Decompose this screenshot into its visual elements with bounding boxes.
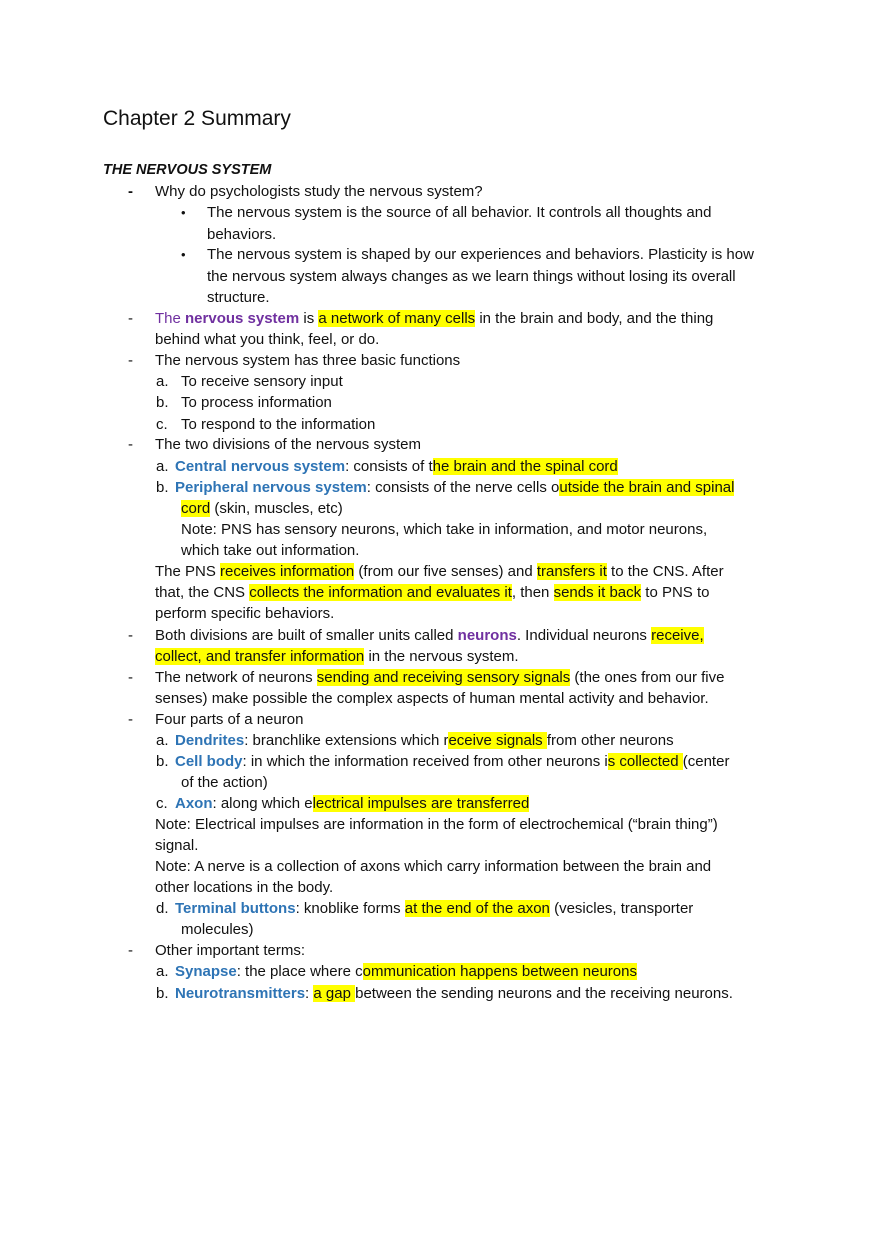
bullet-text: The nervous system is the source of all behavior. It controls all thoughts and: [207, 204, 712, 221]
letter-marker: d.: [156, 900, 169, 917]
letter-marker: a.: [156, 373, 169, 390]
letter-marker: a.: [156, 963, 169, 980]
bullet-text: behaviors.: [207, 226, 277, 243]
letter-marker: b.: [156, 479, 169, 496]
list-item: Both divisions are built of smaller units called neurons. Individual neurons receive,: [155, 627, 704, 644]
list-item: Four parts of a neuron: [155, 711, 304, 728]
sub-item: Dendrites: branchlike extensions which receive signals from other neurons: [175, 732, 674, 749]
list-item-continuation: collect, and transfer information in the nervous system.: [155, 648, 519, 665]
letter-marker: b.: [156, 753, 169, 770]
highlight: utside the brain and spinal: [559, 479, 735, 496]
highlight: sending and receiving sensory signals: [316, 669, 571, 686]
sub-item: Peripheral nervous system: consists of the nerve cells outside the brain and spinal: [175, 479, 735, 496]
bullet-marker: •: [181, 205, 186, 220]
sub-item: To respond to the information: [181, 416, 376, 433]
dash-marker: -: [128, 669, 133, 686]
note-text: Note: Electrical impulses are information in the form of electrochemical (“brain thing”): [155, 816, 718, 833]
key-term: Dendrites: [175, 732, 245, 749]
list-item-continuation: senses) make possible the complex aspects of human mental activity and behavior.: [155, 690, 709, 707]
list-item-continuation: behind what you think, feel, or do.: [155, 331, 380, 348]
dash-marker: -: [128, 711, 133, 728]
list-item: The nervous system is a network of many cells in the brain and body, and the thing: [155, 310, 714, 327]
highlight: eceive signals: [448, 732, 547, 749]
bullet-text: the nervous system always changes as we learn things without losing its overall: [207, 268, 736, 285]
dash-marker: -: [128, 627, 133, 644]
dash-marker: -: [128, 352, 133, 369]
highlight: cord: [181, 500, 211, 517]
paragraph-line: that, the CNS collects the information and evaluates it, then sends it back to PNS to: [155, 584, 710, 601]
highlight: he brain and the spinal cord: [432, 458, 618, 475]
highlight: a network of many cells: [318, 310, 476, 327]
highlight: sends it back: [553, 584, 642, 601]
letter-marker: c.: [156, 416, 168, 433]
letter-marker: b.: [156, 985, 169, 1002]
dash-marker: -: [128, 183, 133, 200]
list-item: Why do psychologists study the nervous system?: [155, 183, 483, 200]
highlight: receives information: [220, 563, 355, 580]
sub-item: Cell body: in which the information received from other neurons is collected (center: [175, 753, 730, 770]
highlight: a gap: [313, 985, 356, 1002]
note-text: Note: PNS has sensory neurons, which take in information, and motor neurons,: [181, 521, 708, 538]
note-text: Note: A nerve is a collection of axons which carry information between the brain and: [155, 858, 712, 875]
note-text: other locations in the body.: [155, 879, 334, 896]
sub-item: Central nervous system: consists of the brain and the spinal cord: [175, 458, 618, 475]
letter-marker: c.: [156, 795, 168, 812]
key-term: Central nervous system: [175, 458, 346, 475]
note-text: which take out information.: [181, 542, 360, 559]
bullet-marker: •: [181, 247, 186, 262]
highlight: lectrical impulses are transferred: [312, 795, 530, 812]
highlight: at the end of the axon: [404, 900, 550, 917]
section-heading: THE NERVOUS SYSTEM: [103, 162, 272, 178]
key-term: neurons: [457, 627, 517, 644]
key-term: Peripheral nervous system: [175, 479, 367, 496]
list-item: The two divisions of the nervous system: [155, 436, 421, 453]
highlight: s collected: [607, 753, 683, 770]
list-item: The nervous system has three basic functions: [155, 352, 461, 369]
key-term: Terminal buttons: [175, 900, 296, 917]
key-term: Axon: [175, 795, 213, 812]
paragraph-line: The PNS receives information (from our five senses) and transfers it to the CNS. After: [155, 563, 724, 580]
sub-item: Synapse: the place where communication happens between neurons: [175, 963, 637, 980]
bullet-text: structure.: [207, 289, 270, 306]
dash-marker: -: [128, 436, 133, 453]
letter-marker: b.: [156, 394, 169, 411]
key-term: Cell body: [175, 753, 243, 770]
highlight: collects the information and evaluates it: [249, 584, 512, 601]
list-item: The network of neurons sending and receiving sensory signals (the ones from our five: [155, 669, 725, 686]
letter-marker: a.: [156, 732, 169, 749]
sub-item: Terminal buttons: knoblike forms at the end of the axon (vesicles, transporter: [175, 900, 694, 917]
sub-item: To process information: [181, 394, 332, 411]
page-title: Chapter 2 Summary: [103, 107, 291, 130]
note-text: signal.: [155, 837, 199, 854]
sub-item: Axon: along which electrical impulses are transferred: [175, 795, 530, 812]
key-term: Synapse: [175, 963, 237, 980]
key-term: Neurotransmitters: [175, 985, 306, 1002]
paragraph-line: perform specific behaviors.: [155, 605, 335, 622]
dash-marker: -: [128, 310, 133, 327]
sub-item-continuation: cord (skin, muscles, etc): [181, 500, 343, 517]
bullet-text: The nervous system is shaped by our experiences and behaviors. Plasticity is how: [207, 246, 754, 263]
highlight: receive,: [651, 627, 704, 644]
list-item: Other important terms:: [155, 942, 306, 959]
highlight: ommunication happens between neurons: [362, 963, 637, 980]
dash-marker: -: [128, 942, 133, 959]
highlight: transfers it: [536, 563, 607, 580]
sub-item: To receive sensory input: [181, 373, 343, 390]
sub-item: Neurotransmitters: a gap between the sending neurons and the receiving neurons.: [175, 985, 733, 1002]
sub-item-continuation: molecules): [181, 921, 254, 938]
letter-marker: a.: [156, 458, 169, 475]
sub-item-continuation: of the action): [181, 774, 268, 791]
highlight: collect, and transfer information: [155, 648, 365, 665]
key-term: nervous system: [185, 310, 300, 327]
